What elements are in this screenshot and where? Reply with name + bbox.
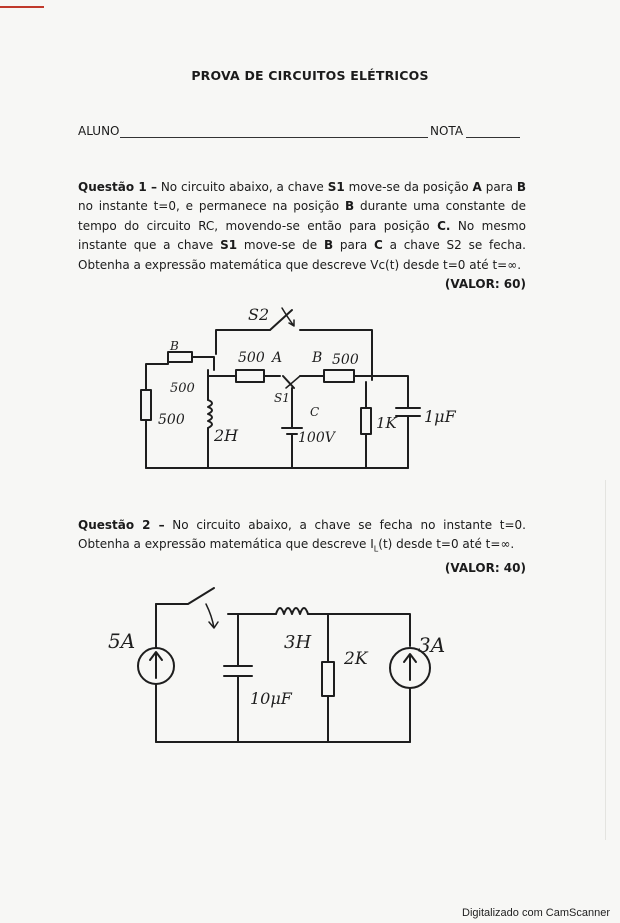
inductor-3h [276,608,308,614]
inductor-label: 2H [214,426,239,445]
question-1-label: Questão 1 – [78,180,157,194]
arrow-up-icon-3a [404,654,416,680]
r-1k-label: 1K [376,414,397,432]
r-2k-label: 2K [344,649,368,669]
question-2-label: Questão 2 – [78,518,165,532]
r-a-label: 500 [238,350,265,366]
question-2-value: (VALOR: 40) [444,561,526,576]
c-node-label: C [310,405,320,419]
resistor-left-series [141,390,151,420]
switch-arrow-icon [206,604,218,628]
cap-10uf-label: 10μF [250,689,292,708]
switch-blade [156,588,214,604]
inductor-2h [208,400,212,428]
s2-switch-blade [270,310,292,330]
inductor-3h-label: 3H [284,632,312,653]
r-top-label: 500 [170,381,195,396]
resistor-2k [322,662,334,696]
r-b-label: 500 [332,352,359,368]
scan-edge [605,480,606,840]
wire-rb-right [354,376,408,408]
cap-label: 1μF [424,407,456,426]
grade-label: NOTA [430,124,464,138]
s2-label: S2 [248,305,270,324]
exam-title: PROVA DE CIRCUITOS ELÉTRICOS [191,68,429,83]
src-left-label: 5A [108,629,136,653]
r-left-series-label: 500 [158,412,185,428]
corner-mark [0,6,44,8]
src-right-label: 3A [418,633,446,657]
question-1-value: (VALOR: 60) [444,277,526,292]
student-label: ALUNO [78,124,120,138]
wire-inductor-right [308,614,410,646]
question-1-text: Questão 1 – No circuito abaixo, a chave S1 move-se da posição A para B no instante t=0, e permanece na posição B durante uma constante de tempo do circuito RC, movendo-se então para posição C. No mesmo instante que a chave S1 move-se de B para C a chave S2 se fecha. Obtenha a expressão matemática que descreve Vc(t) desde t=0 até t=∞. (VALOR: 60) [78,178,526,294]
grade-field[interactable] [466,137,520,138]
node-a-label: A [272,350,283,366]
resistor-b [324,370,354,382]
circuit-1-diagram [0,290,620,485]
resistor-a [236,370,264,382]
wire-left-top [146,354,168,378]
source-label: 100V [298,430,335,446]
student-line [78,124,522,140]
arrow-up-icon [150,652,162,678]
node-b-left-label: B [170,339,179,353]
node-b-label: B [312,350,323,366]
question-2-text: Questão 2 – No circuito abaixo, a chave se fecha no instante t=0. Obtenha a expressão matemática que descreve $I_L(t)$ desde t=0 até t=∞. (VALOR: 40) [78,516,526,579]
student-name-field[interactable] [120,137,428,138]
circuit-2-diagram [0,580,620,760]
s1-label: S1 [274,391,290,405]
resistor-top-left [168,352,192,362]
wire-top-left-join [192,357,214,370]
resistor-1k [361,408,371,434]
scanner-watermark: Digitalizado com CamScanner [462,907,610,919]
